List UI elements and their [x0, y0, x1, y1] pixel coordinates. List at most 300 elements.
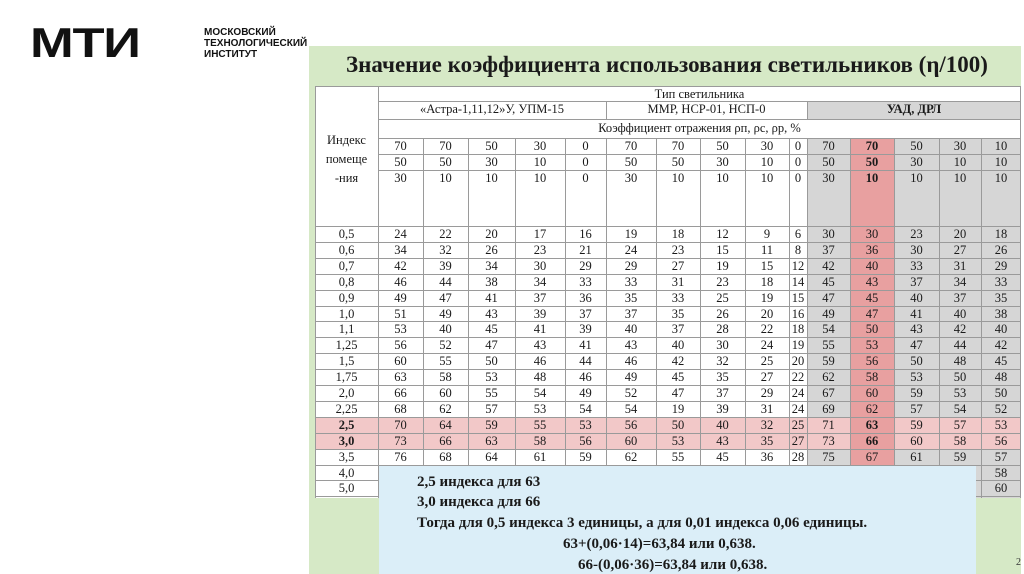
table-cell: 67 [822, 386, 835, 400]
table-cell: 42 [822, 258, 835, 273]
table-cell: 62 [865, 401, 879, 416]
table-cell: 50 [994, 386, 1008, 400]
table-cell: 54 [953, 401, 967, 416]
table-cell: 55 [533, 417, 547, 432]
reflection-value: 50 [822, 155, 835, 169]
table-cell: 32 [760, 417, 774, 432]
reflection-value: 30 [394, 171, 407, 185]
table-cell: 15 [716, 242, 729, 257]
table-cell: 34 [533, 274, 547, 289]
table-cell: 43 [624, 338, 638, 353]
note-line: 3,0 индекса для 66 [417, 494, 541, 510]
table-cell: 34 [485, 258, 498, 273]
table-cell: 12 [716, 227, 729, 241]
table-cell: 76 [394, 449, 407, 464]
table-cell: 45 [671, 370, 685, 385]
reflection-value: 30 [760, 139, 774, 153]
table-cell: 61 [533, 449, 547, 464]
table-cell: 52 [994, 401, 1008, 416]
table-cell: 43 [716, 433, 729, 448]
note-line: Тогда для 0,5 индекса 3 единицы, а для 0,01 индекса 0,06 единицы. [417, 515, 868, 531]
page-number: 2 [1016, 557, 1021, 568]
table-cell: 50 [953, 370, 967, 385]
table-cell: 58 [533, 433, 547, 448]
table-cell: 37 [953, 290, 967, 305]
table-cell: 71 [822, 417, 835, 432]
table-cell: 41 [533, 322, 547, 337]
table-cell: 35 [994, 290, 1008, 305]
reflection-value: 50 [671, 155, 685, 169]
table-cell: 15 [760, 258, 774, 273]
table-cell: 60 [394, 354, 407, 369]
table-cell: 48 [533, 370, 547, 385]
slide-title: Значение коэффициента использования светильников (η/100) [346, 52, 988, 77]
table-cell: 17 [533, 227, 547, 241]
table-cell: 32 [439, 242, 452, 257]
table-cell: 35 [716, 370, 729, 385]
table-cell: 37 [624, 306, 638, 321]
reflection-value: 70 [624, 139, 638, 153]
table-cell: 52 [439, 338, 452, 353]
table-cell: 23 [533, 242, 547, 257]
table-cell: 22 [791, 370, 805, 385]
table-cell: 37 [579, 306, 592, 321]
reflection-value: 0 [582, 139, 589, 153]
table-cell: 58 [994, 465, 1008, 480]
reflection-value: 30 [910, 155, 923, 169]
table-cell: 53 [485, 370, 498, 385]
table-cell: 29 [579, 258, 592, 273]
reflection-value: 30 [822, 171, 835, 185]
table-cell: 54 [624, 401, 638, 416]
reflection-value: 50 [910, 139, 923, 153]
table-cell: 36 [865, 242, 879, 257]
table-cell: 56 [865, 354, 879, 369]
reflection-value: 0 [794, 139, 802, 153]
table-cell: 37 [716, 386, 729, 400]
note-line: 2,5 индекса для 63 [417, 474, 541, 490]
table-cell: 44 [439, 274, 452, 289]
reflection-value: 70 [394, 139, 407, 153]
table-cell: 54 [822, 322, 835, 337]
table-cell: 20 [760, 306, 774, 321]
table-cell: 42 [671, 354, 685, 369]
table-cell: 73 [822, 433, 835, 448]
table-cell: 37 [910, 274, 923, 289]
table-cell: 32 [716, 354, 729, 369]
table-cell: 14 [791, 274, 805, 289]
table-cell: 18 [791, 322, 805, 337]
table-cell: 12 [791, 258, 805, 273]
table-cell: 29 [624, 258, 638, 273]
table-cell: 55 [485, 386, 498, 400]
reflection-value: 50 [485, 139, 498, 153]
table-cell: 33 [579, 274, 592, 289]
table-cell: 44 [953, 338, 967, 353]
table-cell: 40 [671, 338, 685, 353]
row-index: 0,5 [338, 227, 355, 241]
table-cell: 52 [624, 386, 638, 400]
table-cell: 56 [579, 433, 592, 448]
table-cell: 28 [716, 322, 729, 337]
reflection-header: Коэффициент отражения ρп, ρс, ρр, % [598, 121, 801, 135]
table-cell: 45 [994, 354, 1008, 369]
table-cell: 23 [910, 227, 923, 241]
table-cell: 58 [439, 370, 452, 385]
table-cell: 53 [579, 417, 592, 432]
table-cell: 30 [865, 227, 879, 241]
reflection-value: 70 [822, 139, 835, 153]
logo [30, 19, 308, 66]
table-cell: 31 [671, 274, 685, 289]
reflection-value: 10 [953, 171, 967, 185]
table-cell: 43 [533, 338, 547, 353]
table-cell: 18 [994, 227, 1008, 241]
reflection-value: 50 [394, 155, 407, 169]
table-cell: 37 [822, 242, 835, 257]
note-line: 66-(0,06·36)=63,84 или 0,638. [578, 557, 768, 573]
table-cell: 60 [865, 386, 879, 400]
table-cell: 24 [791, 386, 805, 400]
index-header: Индекс помеще -ния [325, 133, 368, 185]
table-cell: 6 [794, 227, 802, 241]
table-cell: 42 [953, 322, 967, 337]
table-cell: 64 [485, 449, 498, 464]
reflection-value: 70 [671, 139, 685, 153]
table-cell: 45 [485, 322, 498, 337]
table-cell: 70 [394, 417, 407, 432]
group-header-mmr: ММР, НСР-01, НСП-0 [647, 102, 766, 116]
table-cell: 56 [624, 417, 638, 432]
table-cell: 56 [394, 338, 407, 353]
table-cell: 22 [760, 322, 774, 337]
reflection-value: 10 [533, 155, 547, 169]
row-index: 0,9 [338, 290, 355, 305]
table-cell: 63 [394, 370, 407, 385]
table-cell: 40 [624, 322, 638, 337]
group-header-uad: УАД, ДРЛ [886, 102, 942, 116]
logo-line-2: ТЕХНОЛОГИЧЕСКИЙ [204, 37, 308, 49]
table-cell: 34 [953, 274, 967, 289]
table-cell: 37 [533, 290, 547, 305]
table-cell: 60 [439, 386, 452, 400]
table-cell: 44 [579, 354, 592, 369]
table-cell: 36 [579, 290, 592, 305]
table-cell: 59 [822, 354, 835, 369]
table-cell: 19 [671, 401, 685, 416]
table-cell: 50 [865, 322, 879, 337]
table-cell: 26 [485, 242, 498, 257]
table-cell: 19 [760, 290, 774, 305]
coefficient-table [315, 86, 1021, 498]
table-cell: 20 [953, 227, 967, 241]
row-index: 2,25 [335, 401, 358, 416]
table-cell: 27 [760, 370, 774, 385]
table-cell: 24 [791, 401, 805, 416]
logo-line-3: ИНСТИТУТ [204, 48, 258, 60]
row-index: 2,5 [338, 417, 355, 432]
table-cell: 24 [394, 227, 407, 241]
grid-hline [378, 119, 1021, 120]
reflection-value: 0 [794, 155, 802, 169]
table-cell: 27 [671, 258, 685, 273]
table-cell: 66 [439, 433, 452, 448]
table-cell: 57 [910, 401, 923, 416]
table-cell: 73 [394, 433, 407, 448]
table-cell: 55 [439, 354, 452, 369]
reflection-value: 10 [760, 155, 774, 169]
reflection-value: 0 [582, 171, 589, 185]
table-cell: 8 [794, 242, 802, 257]
table-cell: 23 [716, 274, 729, 289]
table-cell: 57 [485, 401, 498, 416]
row-index: 1,75 [335, 370, 358, 385]
reflection-value: 50 [716, 139, 729, 153]
note-line: 63+(0,06·14)=63,84 или 0,638. [563, 536, 756, 552]
table-cell: 66 [394, 386, 407, 400]
table-cell: 19 [716, 258, 729, 273]
reflection-value: 30 [624, 171, 638, 185]
table-cell: 30 [533, 258, 547, 273]
logo-line-1: МОСКОВСКИЙ [204, 26, 276, 38]
row-index: 3,0 [338, 433, 355, 448]
table-cell: 49 [439, 306, 452, 321]
table-cell: 9 [763, 227, 771, 241]
table-cell: 47 [485, 338, 498, 353]
table-cell: 25 [716, 290, 729, 305]
row-index: 5,0 [338, 481, 355, 496]
table-cell: 53 [910, 370, 923, 385]
logo-mark: МТИ [30, 19, 140, 66]
reflection-value: 10 [485, 171, 498, 185]
table-cell: 39 [716, 401, 729, 416]
reflection-value: 0 [794, 171, 802, 185]
table-cell: 39 [533, 306, 547, 321]
table-cell: 45 [865, 290, 879, 305]
table-cell: 60 [910, 433, 923, 448]
table-cell: 68 [394, 401, 407, 416]
table-cell: 24 [760, 338, 774, 353]
reflection-value: 10 [994, 139, 1008, 153]
table-cell: 47 [822, 290, 835, 305]
table-cell: 50 [910, 354, 923, 369]
table-cell: 18 [671, 227, 685, 241]
table-cell: 39 [439, 258, 452, 273]
table-cell: 53 [994, 417, 1008, 432]
table-cell: 38 [994, 306, 1008, 321]
table-cell: 63 [485, 433, 498, 448]
table-cell: 53 [953, 386, 967, 400]
table-cell: 38 [485, 274, 498, 289]
table-cell: 59 [579, 449, 592, 464]
table-cell: 29 [760, 386, 774, 400]
table-cell: 28 [791, 449, 805, 464]
table-cell: 35 [671, 306, 685, 321]
table-cell: 23 [671, 242, 685, 257]
table-cell: 49 [394, 290, 407, 305]
table-cell: 39 [579, 322, 592, 337]
table-cell: 55 [671, 449, 685, 464]
table-cell: 66 [865, 433, 879, 448]
reflection-value: 10 [994, 155, 1008, 169]
table-cell: 33 [994, 274, 1008, 289]
reflection-value: 30 [533, 139, 547, 153]
table-cell: 53 [865, 338, 879, 353]
table-cell: 34 [394, 242, 407, 257]
table-cell: 24 [624, 242, 638, 257]
table-cell: 41 [579, 338, 592, 353]
table-cell: 48 [994, 370, 1008, 385]
table-cell: 50 [485, 354, 498, 369]
table-cell: 53 [533, 401, 547, 416]
group-header-astra: «Астра-1,11,12»У, УПМ-15 [419, 102, 565, 116]
reflection-value: 50 [439, 155, 452, 169]
table-cell: 37 [671, 322, 685, 337]
table-cell: 49 [822, 306, 835, 321]
table-cell: 36 [760, 449, 774, 464]
row-index: 1,0 [338, 306, 355, 321]
table-cell: 47 [865, 306, 879, 321]
type-header: Тип светильника [654, 87, 745, 101]
table-cell: 59 [953, 449, 967, 464]
table-cell: 56 [994, 433, 1008, 448]
table-cell: 35 [624, 290, 638, 305]
table-cell: 57 [994, 449, 1008, 464]
reflection-value: 0 [582, 155, 589, 169]
row-index: 4,0 [338, 465, 355, 480]
table-cell: 22 [439, 227, 452, 241]
reflection-value: 10 [953, 155, 967, 169]
row-index: 1,5 [338, 354, 355, 369]
table-cell: 25 [791, 417, 805, 432]
table-cell: 20 [485, 227, 498, 241]
row-index: 0,8 [338, 274, 355, 289]
table-cell: 46 [533, 354, 547, 369]
table-cell: 58 [953, 433, 967, 448]
table-cell: 59 [910, 386, 923, 400]
reflection-value: 10 [533, 171, 547, 185]
table-cell: 45 [716, 449, 729, 464]
table-cell: 33 [910, 258, 923, 273]
table-cell: 51 [394, 306, 407, 321]
table-cell: 30 [910, 242, 923, 257]
table-cell: 40 [910, 290, 923, 305]
table-cell: 69 [822, 401, 835, 416]
table-cell: 75 [822, 449, 835, 464]
table-cell: 20 [791, 354, 805, 369]
table-cell: 57 [953, 417, 967, 432]
row-index: 0,7 [338, 258, 355, 273]
table-cell: 54 [579, 401, 592, 416]
table-cell: 67 [865, 449, 879, 464]
table-cell: 40 [953, 306, 967, 321]
reflection-value: 30 [485, 155, 498, 169]
reflection-value: 10 [716, 171, 729, 185]
row-index: 0,6 [338, 242, 355, 257]
table-cell: 53 [394, 322, 407, 337]
table-cell: 59 [485, 417, 498, 432]
calculation-note [379, 466, 976, 574]
table-cell: 68 [439, 449, 452, 464]
table-cell: 43 [865, 274, 879, 289]
reflection-value: 30 [716, 155, 729, 169]
table-cell: 59 [910, 417, 923, 432]
table-cell: 45 [822, 274, 835, 289]
table-cell: 40 [865, 258, 879, 273]
table-cell: 26 [716, 306, 729, 321]
reflection-value: 10 [994, 171, 1008, 185]
table-cell: 60 [994, 481, 1008, 496]
table-cell: 18 [760, 274, 774, 289]
table-cell: 55 [822, 338, 835, 353]
table-cell: 47 [671, 386, 685, 400]
table-cell: 31 [953, 258, 967, 273]
table-cell: 42 [994, 338, 1008, 353]
table-cell: 62 [624, 449, 638, 464]
reflection-value: 70 [439, 139, 452, 153]
table-cell: 63 [865, 417, 879, 432]
table-cell: 46 [579, 370, 592, 385]
row-index: 2,0 [338, 386, 355, 400]
table-cell: 46 [624, 354, 638, 369]
table-cell: 27 [953, 242, 967, 257]
table-cell: 49 [624, 370, 638, 385]
table-cell: 19 [791, 338, 805, 353]
reflection-value: 10 [910, 171, 923, 185]
reflection-value: 10 [671, 171, 685, 185]
table-cell: 46 [394, 274, 407, 289]
table-cell: 31 [760, 401, 774, 416]
table-cell: 61 [910, 449, 923, 464]
table-cell: 47 [439, 290, 452, 305]
table-cell: 62 [822, 370, 835, 385]
table-cell: 43 [910, 322, 923, 337]
table-cell: 21 [579, 242, 592, 257]
table-cell: 16 [579, 227, 592, 241]
reflection-value: 70 [865, 139, 879, 153]
table-cell: 30 [822, 227, 835, 241]
table-cell: 40 [439, 322, 452, 337]
table-cell: 30 [716, 338, 729, 353]
table-cell: 41 [910, 306, 923, 321]
table-cell: 40 [994, 322, 1008, 337]
table-cell: 35 [760, 433, 774, 448]
table-cell: 25 [760, 354, 774, 369]
table-cell: 33 [624, 274, 638, 289]
table-cell: 33 [671, 290, 685, 305]
table-cell: 47 [910, 338, 923, 353]
table-cell: 49 [579, 386, 592, 400]
table-cell: 64 [439, 417, 452, 432]
reflection-value: 10 [439, 171, 452, 185]
reflection-value: 10 [865, 171, 879, 185]
reflection-value: 30 [953, 139, 967, 153]
row-index: 3,5 [338, 449, 355, 464]
table-cell: 60 [624, 433, 638, 448]
table-cell: 29 [994, 258, 1008, 273]
table-cell: 43 [485, 306, 498, 321]
reflection-value: 50 [865, 155, 879, 169]
table-cell: 50 [671, 417, 685, 432]
row-index: 1,1 [338, 322, 355, 337]
table-cell: 11 [760, 242, 774, 257]
table-cell: 40 [716, 417, 729, 432]
table-cell: 26 [994, 242, 1008, 257]
reflection-value: 10 [760, 171, 774, 185]
table-cell: 58 [865, 370, 879, 385]
table-cell: 16 [791, 306, 805, 321]
table-cell: 27 [791, 433, 805, 448]
